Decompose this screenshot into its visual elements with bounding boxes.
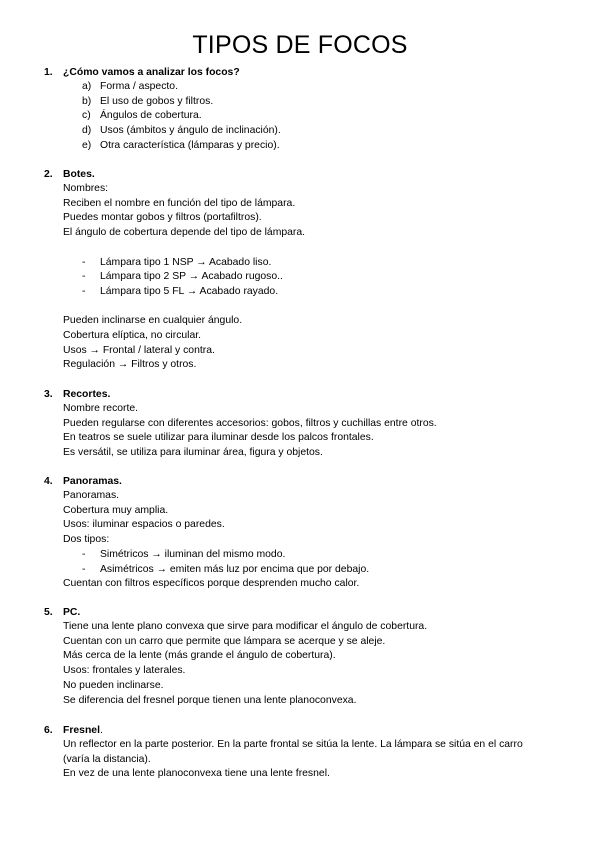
- list-letter: e): [82, 139, 92, 151]
- bullet-text: Lámpara tipo 1 NSP → Acabado liso.: [100, 256, 272, 268]
- section-title: Recortes.: [63, 389, 111, 400]
- body-line: Se diferencia del fresnel porque tienen una lente planoconvexa.: [63, 694, 357, 706]
- body-line: Cuentan con un carro que permite que lámpara se acerque y se aleje.: [63, 635, 386, 647]
- body-line: Regulación → Filtros y otros.: [63, 359, 197, 371]
- section-number: 4.: [44, 476, 53, 487]
- body-line: Un reflector en la parte posterior. En la parte frontal se sitúa la lente. La lámpara se sitúa en el carro (varía la distancia).: [63, 739, 523, 765]
- list-item: [0, 95, 600, 110]
- list-text: Forma / aspecto.: [100, 81, 178, 92]
- list-letter: a): [82, 81, 92, 92]
- bullet-text: Asimétricos → emiten más luz por encima que por debajo.: [100, 563, 370, 575]
- body-line: Cuentan con filtros específicos porque desprenden mucho calor.: [63, 578, 360, 590]
- body-line: Pueden regularse con diferentes accesorios: gobos, filtros y cuchillas entre otros.: [63, 417, 437, 429]
- list-text: Usos (ámbitos y ángulo de inclinación).: [100, 125, 281, 137]
- body-line: Más cerca de la lente (más grande el ángulo de cobertura).: [63, 650, 336, 662]
- bullet-dash: -: [82, 285, 86, 297]
- list-item: [0, 139, 600, 154]
- section-title-suffix: .: [99, 725, 103, 736]
- body-line: Pueden inclinarse en cualquier ángulo.: [63, 315, 243, 327]
- section-title: Botes.: [63, 169, 95, 180]
- list-item: [0, 124, 600, 139]
- bullet-item: [0, 548, 600, 563]
- section-title: PC.: [63, 607, 81, 618]
- body-line: En vez de una lente planoconvexa tiene una lente fresnel.: [63, 768, 330, 780]
- section-title: Panoramas.: [63, 476, 122, 487]
- body-line: En teatros se suele utilizar para iluminar desde los palcos frontales.: [63, 432, 374, 444]
- section-4-heading: [0, 475, 600, 489]
- section-3-heading: [0, 388, 600, 402]
- bullet-item: [0, 285, 600, 300]
- body-line: Usos: iluminar espacios o paredes.: [63, 519, 225, 531]
- body-line: Reciben el nombre en función del tipo de lámpara.: [63, 197, 296, 209]
- section-6-heading: [0, 724, 600, 738]
- list-text: Otra característica (lámparas y precio).: [100, 139, 280, 151]
- list-text: Ángulos de cobertura.: [100, 110, 202, 122]
- body-line: El ángulo de cobertura depende del tipo de lámpara.: [63, 227, 306, 239]
- bullet-dash: -: [82, 271, 86, 283]
- list-item: [0, 109, 600, 124]
- section-title: ¿Cómo vamos a analizar los focos?: [63, 67, 240, 78]
- bullet-text: Lámpara tipo 2 SP → Acabado rugoso..: [100, 271, 283, 283]
- section-number: 3.: [44, 389, 53, 400]
- body-line: Cobertura elíptica, no circular.: [63, 329, 202, 341]
- section-title: Fresnel: [63, 725, 100, 736]
- bullet-item: [0, 563, 600, 578]
- body-line: Tiene una lente plano convexa que sirve para modificar el ángulo de cobertura.: [63, 621, 428, 632]
- body-line: Es versátil, se utiliza para iluminar área, figura y objetos.: [63, 447, 323, 459]
- section-1: [0, 66, 600, 153]
- document-title: TIPOS DE FOCOS: [192, 31, 408, 59]
- body-line: Usos: frontales y laterales.: [63, 665, 186, 677]
- section-2-heading: [0, 168, 600, 182]
- section-6: [0, 724, 600, 782]
- section-3: [0, 388, 600, 461]
- section-number: 1.: [44, 67, 53, 78]
- body-line: Usos → Frontal / lateral y contra.: [63, 344, 215, 356]
- body-line: Panoramas.: [63, 490, 120, 501]
- body-line: No pueden inclinarse.: [63, 679, 164, 691]
- section-4: [0, 475, 600, 592]
- section-1-heading: [0, 66, 600, 80]
- body-line: Dos tipos:: [63, 534, 110, 546]
- list-item: [0, 80, 600, 95]
- list-text: El uso de gobos y filtros.: [100, 95, 214, 107]
- bullet-dash: -: [82, 548, 86, 560]
- section-5-heading: [0, 606, 600, 620]
- section-number: 6.: [44, 725, 53, 736]
- section-number: 2.: [44, 169, 53, 180]
- bullet-text: Lámpara tipo 5 FL → Acabado rayado.: [100, 285, 279, 297]
- body-line: Cobertura muy amplia.: [63, 504, 169, 516]
- list-letter: b): [82, 95, 92, 107]
- body-line: Nombres:: [63, 183, 109, 194]
- list-letter: c): [82, 110, 91, 122]
- body-line: Nombre recorte.: [63, 403, 139, 414]
- list-letter: d): [82, 125, 92, 137]
- section-2: [0, 168, 600, 373]
- bullet-dash: -: [82, 563, 86, 575]
- bullet-text: Simétricos → iluminan del mismo modo.: [100, 548, 286, 560]
- bullet-item: [0, 256, 600, 271]
- section-number: 5.: [44, 607, 53, 618]
- body-line: Puedes montar gobos y filtros (portafiltros).: [63, 212, 262, 224]
- bullet-dash: -: [82, 256, 86, 268]
- bullet-item: [0, 270, 600, 285]
- section-5: [0, 606, 600, 708]
